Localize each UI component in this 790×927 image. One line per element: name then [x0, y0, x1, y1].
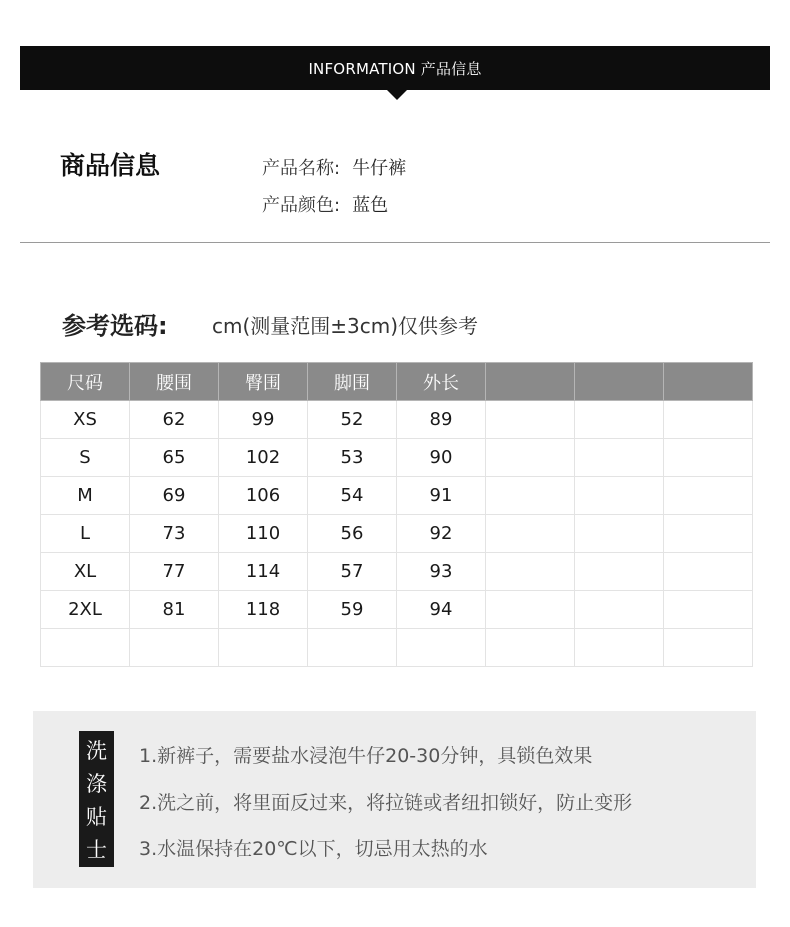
badge-char: 士	[86, 837, 107, 862]
table-cell: 65	[130, 439, 219, 477]
table-cell	[575, 477, 664, 515]
table-cell: 92	[397, 515, 486, 553]
table-cell	[575, 439, 664, 477]
table-cell	[664, 477, 753, 515]
size-table-body	[41, 401, 753, 667]
badge-char: 贴	[86, 804, 107, 829]
product-name-row	[262, 154, 406, 180]
table-cell: 2XL	[41, 591, 130, 629]
badge-char: 涤	[86, 771, 107, 796]
table-cell	[486, 515, 575, 553]
table-cell: S	[41, 439, 130, 477]
table-cell	[486, 591, 575, 629]
table-cell: 69	[130, 477, 219, 515]
table-cell	[664, 591, 753, 629]
table-row	[41, 439, 753, 477]
table-cell: 99	[219, 401, 308, 439]
table-cell: 77	[130, 553, 219, 591]
product-color-value: 蓝色	[352, 195, 389, 216]
table-cell: 94	[397, 591, 486, 629]
table-cell: 114	[219, 553, 308, 591]
product-color-row	[262, 191, 388, 217]
header-cell: 臀围	[219, 363, 308, 401]
header-cell: 腰围	[130, 363, 219, 401]
table-cell	[575, 591, 664, 629]
table-cell	[664, 515, 753, 553]
care-tip-item: 1.新裤子，需要盐水浸泡牛仔20-30分钟，具锁色效果	[139, 745, 593, 767]
table-cell: 102	[219, 439, 308, 477]
table-cell	[664, 553, 753, 591]
product-name-value: 牛仔裤	[352, 158, 407, 179]
table-cell: 62	[130, 401, 219, 439]
table-row	[41, 401, 753, 439]
table-cell	[486, 401, 575, 439]
table-cell: XL	[41, 553, 130, 591]
table-cell	[575, 401, 664, 439]
table-cell: 59	[308, 591, 397, 629]
table-cell	[575, 629, 664, 667]
table-cell: 89	[397, 401, 486, 439]
care-tip-item: 2.洗之前，将里面反过来，将拉链或者纽扣锁好，防止变形	[139, 792, 633, 814]
table-row	[41, 629, 753, 667]
section-banner	[20, 46, 770, 90]
table-cell	[664, 629, 753, 667]
table-cell	[664, 439, 753, 477]
table-cell: 106	[219, 477, 308, 515]
table-cell	[41, 629, 130, 667]
table-row	[41, 477, 753, 515]
header-cell	[664, 363, 753, 401]
table-cell: 118	[219, 591, 308, 629]
badge-char: 洗	[86, 738, 107, 763]
care-tips-badge	[79, 731, 114, 867]
table-cell: 81	[130, 591, 219, 629]
header-cell	[575, 363, 664, 401]
table-cell: L	[41, 515, 130, 553]
table-cell	[397, 629, 486, 667]
size-table	[40, 362, 753, 667]
product-info-heading: 商品信息	[60, 151, 161, 180]
table-cell: 93	[397, 553, 486, 591]
table-cell	[130, 629, 219, 667]
table-cell	[486, 553, 575, 591]
size-note: cm(测量范围±3cm)仅供参考	[212, 314, 479, 338]
product-name-label: 产品名称:	[262, 158, 341, 179]
care-tip-item: 3.水温保持在20℃以下，切忌用太热的水	[139, 838, 488, 860]
banner-title: INFORMATION 产品信息	[308, 59, 482, 78]
table-row	[41, 515, 753, 553]
table-cell: 73	[130, 515, 219, 553]
section-divider	[20, 242, 770, 243]
table-cell	[219, 629, 308, 667]
header-cell: 脚围	[308, 363, 397, 401]
product-color-label: 产品颜色:	[262, 195, 341, 216]
table-cell	[308, 629, 397, 667]
table-cell: 56	[308, 515, 397, 553]
header-cell: 尺码	[41, 363, 130, 401]
table-cell: 91	[397, 477, 486, 515]
table-cell	[486, 439, 575, 477]
header-cell	[486, 363, 575, 401]
table-row	[41, 553, 753, 591]
table-cell: 52	[308, 401, 397, 439]
table-cell	[486, 629, 575, 667]
table-cell	[575, 515, 664, 553]
size-heading: 参考选码:	[62, 312, 168, 340]
table-row	[41, 591, 753, 629]
table-cell: 53	[308, 439, 397, 477]
banner-pointer-arrow	[387, 90, 407, 100]
table-cell	[575, 553, 664, 591]
size-table-header-row	[41, 363, 753, 401]
table-cell: 57	[308, 553, 397, 591]
table-cell: XS	[41, 401, 130, 439]
table-cell	[664, 401, 753, 439]
header-cell: 外长	[397, 363, 486, 401]
table-cell: 110	[219, 515, 308, 553]
table-cell: 90	[397, 439, 486, 477]
table-cell: M	[41, 477, 130, 515]
table-cell	[486, 477, 575, 515]
table-cell: 54	[308, 477, 397, 515]
